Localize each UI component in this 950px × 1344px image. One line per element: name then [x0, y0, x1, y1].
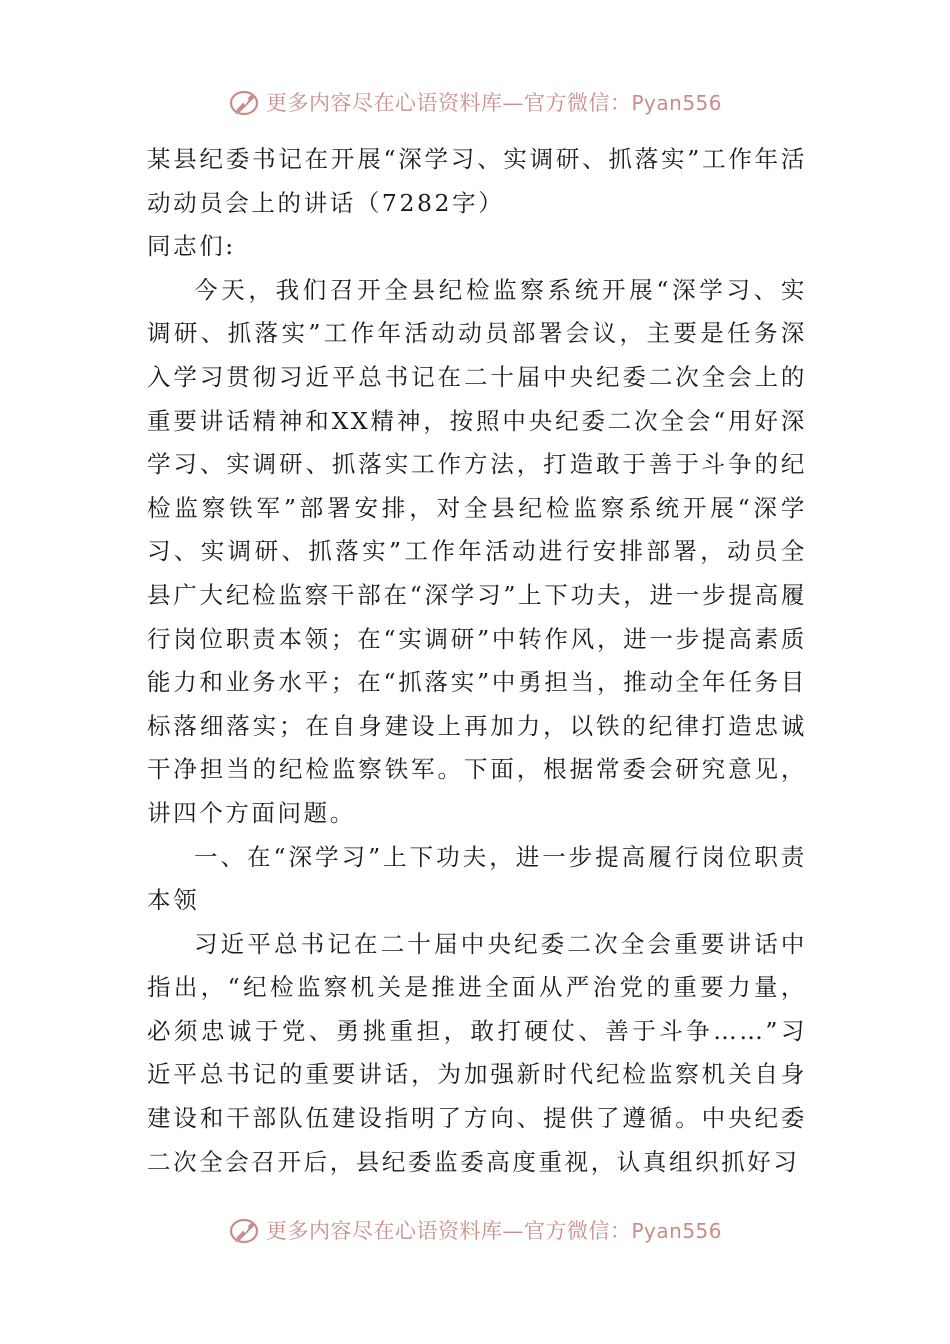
banner-text: 更多内容尽在心语资料库—官方微信：Pyan556: [265, 91, 722, 115]
section-heading: 一、在“深学习”上下功夫，进一步提高履行岗位职责本领: [147, 842, 807, 915]
document-body: [147, 138, 807, 1184]
top-banner: [0, 82, 950, 122]
bottom-banner: [0, 1210, 950, 1250]
pen-heart-logo-icon: [228, 1213, 262, 1247]
banner-text: 更多内容尽在心语资料库—官方微信：Pyan556: [265, 1219, 722, 1243]
pen-heart-logo-icon: [228, 85, 262, 119]
body-paragraph: 今天，我们召开全县纪检监察系统开展“深学习、实调研、抓落实”工作年活动动员部署会议，主要是任务深入学习贯彻习近平总书记在二十届中央纪委二次全会上的重要讲话精神和XX精神，按照中央纪委二次全会“用好深学习、实调研、抓落实工作方法，打造敢于善于斗争的纪检监察铁军”部署安排，对全县纪检监察系统开展“深学习、实调研、抓落实”工作年活动进行安排部署，动员全县广大纪检监察干部在“深学习”上下功夫，进一步提高履行岗位职责本领；在“实调研”中转作风，进一步提高素质能力和业务水平；在“抓落实”中勇担当，推动全年任务目标落细落实；在自身建设上再加力，以铁的纪律打造忠诚干净担当的纪检监察铁军。下面，根据常委会研究意见，讲四个方面问题。: [147, 275, 807, 827]
document-title: 某县纪委书记在开展“深学习、实调研、抓落实”工作年活动动员会上的讲话（7282字）: [147, 145, 807, 217]
salutation: 同志们:: [147, 232, 236, 261]
body-paragraph: 习近平总书记在二十届中央纪委二次全会重要讲话中指出，“纪检监察机关是推进全面从严治党的重要力量，必须忠诚于党、勇挑重担，敢打硬仗、善于斗争……”习近平总书记的重要讲话，为加强新时代纪检监察机关自身建设和干部队伍建设指明了方向、提供了遵循。中央纪委二次全会召开后，县纪委监委高度重视，认真组织抓好习: [147, 929, 807, 1176]
